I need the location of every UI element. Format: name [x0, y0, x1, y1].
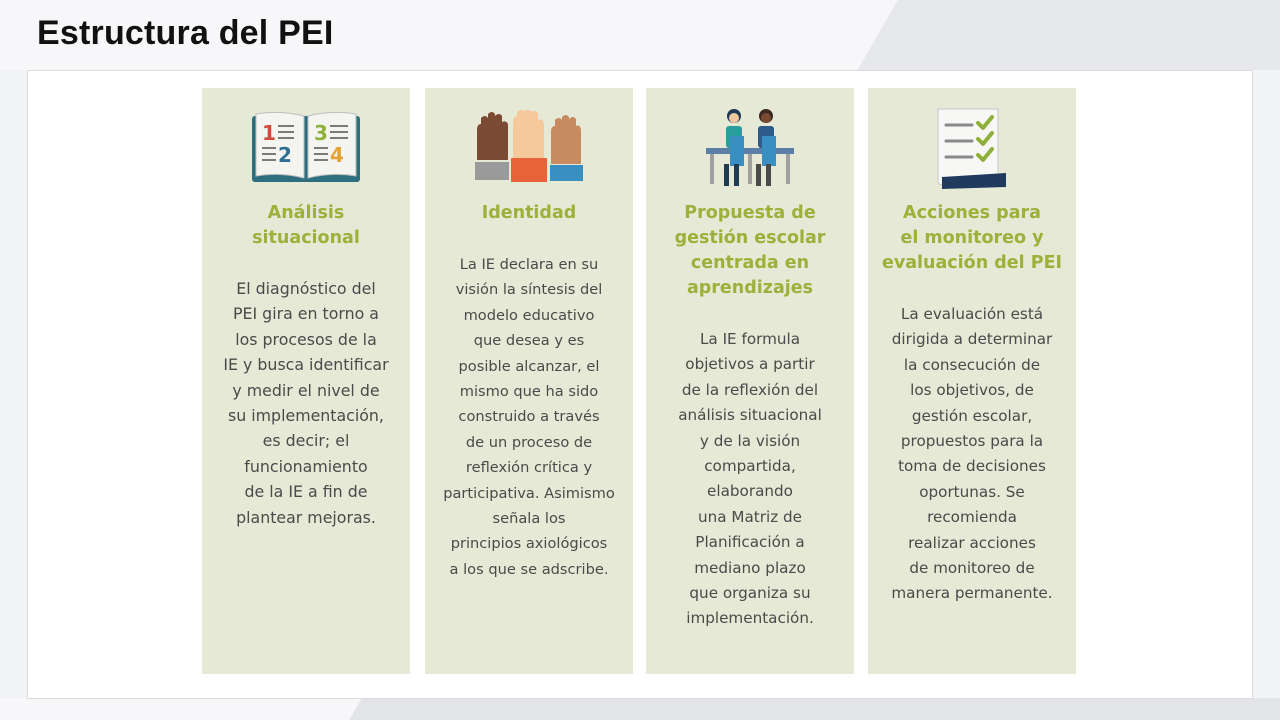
column-title: Identidad — [481, 203, 577, 223]
raised-hands-icon — [425, 104, 633, 194]
svg-text:2: 2 — [278, 143, 292, 167]
column-identidad — [425, 88, 633, 674]
column-description: El diagnóstico del PEI gira en torno a los procesos de la IE y busca identificar y medir el nivel de su implementación, es decir; el funcionamiento de la IE a fin de plantear mejoras. — [223, 279, 389, 527]
students-at-desks-icon — [646, 104, 854, 194]
column-description: La evaluación está dirigida a determinar la consecución de los objetivos, de gestión escolar, propuestos para la toma de decisiones oportunas. Se recomienda realizar acciones de monitoreo de manera permanente. — [891, 305, 1053, 603]
column-analisis-situacional — [202, 88, 410, 674]
column-title: Acciones para el monitoreo y evaluación del PEI — [881, 203, 1063, 273]
column-propuesta-gestion — [646, 88, 854, 674]
svg-text:4: 4 — [330, 143, 344, 167]
slide-title: Estructura del PEI — [37, 14, 334, 52]
open-book-numbers-icon — [202, 104, 410, 194]
column-title: Propuesta de gestión escolar centrada en aprendizajes — [674, 203, 826, 298]
column-acciones-monitoreo — [868, 88, 1076, 674]
column-description: La IE declara en su visión la síntesis del modelo educativo que desea y es posible alcanzar, el mismo que ha sido construido a través de un proceso de reflexión crítica y participativa. Asimismo señala los principios axiológicos a los que se adscribe. — [443, 256, 615, 578]
svg-text:3: 3 — [314, 121, 328, 145]
background-bottom-band — [0, 698, 1280, 720]
column-description: La IE formula objetivos a partir de la reflexión del análisis situacional y de la visión compartida, elaborando una Matriz de Planificación a mediano plazo que organiza su implementación. — [678, 330, 822, 628]
column-title: Análisis situacional — [252, 203, 360, 248]
checklist-document-icon — [868, 104, 1076, 194]
svg-text:1: 1 — [262, 121, 276, 145]
pei-structure-infographic — [196, 88, 1085, 674]
